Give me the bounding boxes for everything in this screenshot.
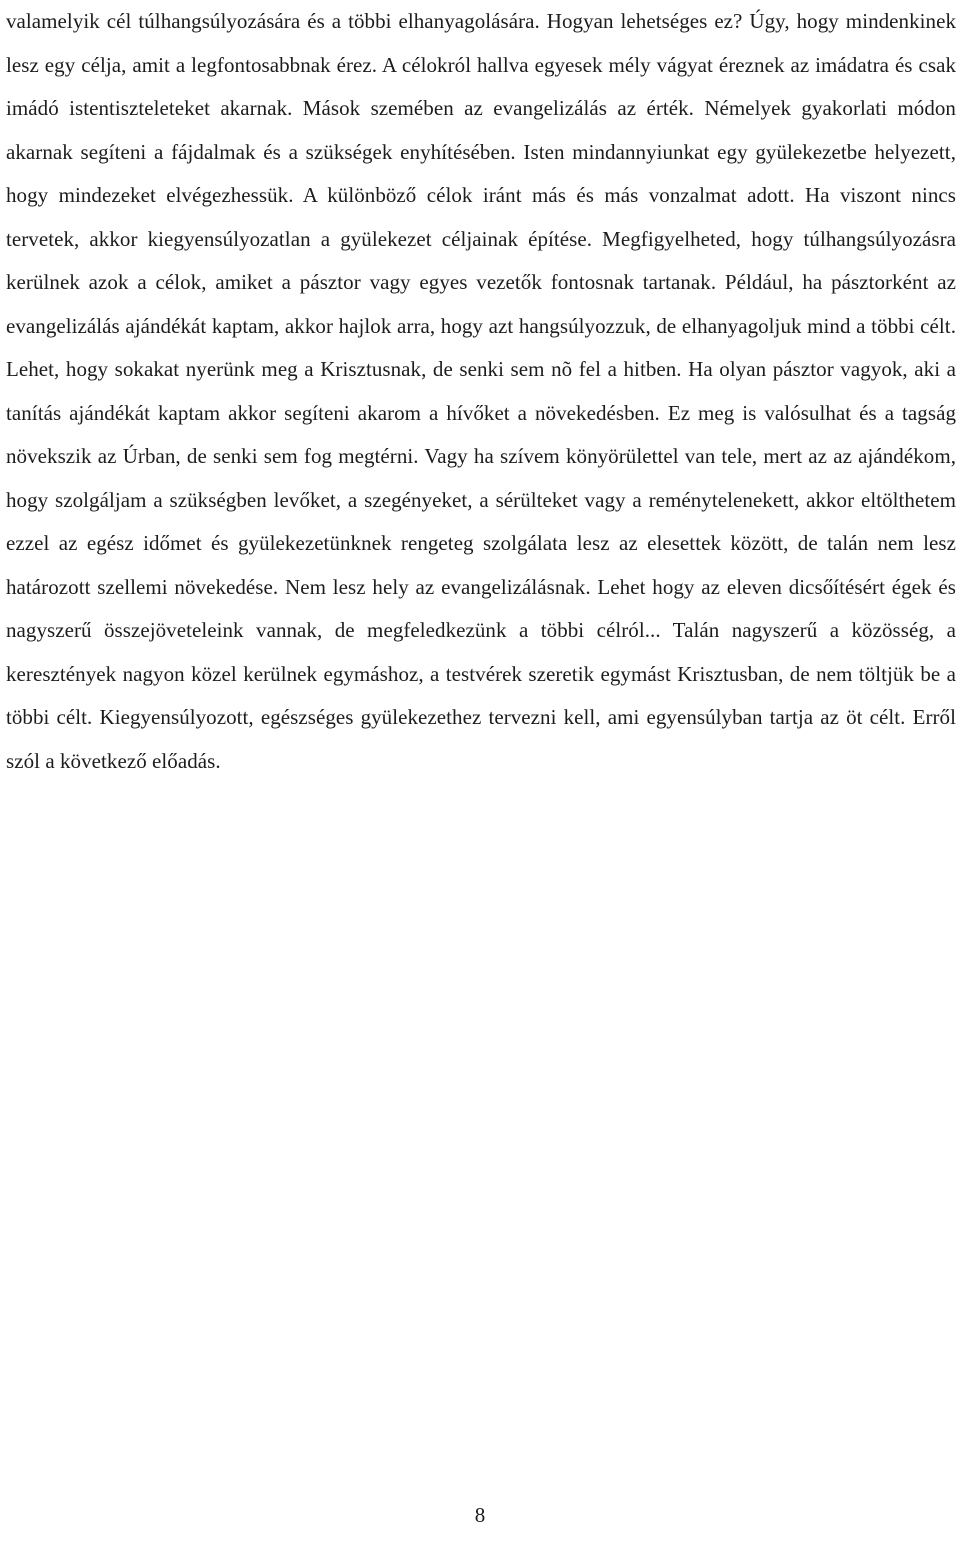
page-number: 8 [474, 1503, 486, 1527]
body-paragraph: valamelyik cél túlhangsúlyozására és a többi elhanyagolására. Hogyan lehetséges ez? Úgy, hogy mindenkinek lesz egy célja, amit a legfontosabbnak érez. A célokról hallva egyesek mély vágyat éreznek az imádatra és csak imádó istentiszteleteket akarnak. Mások szemében az evangelizálás az érték. Némelyek gyakorlati módon akarnak segíteni a fájdalmak és a szükségek enyhítésében. Isten mindannyiunkat egy gyülekezetbe helyezett, hogy mindezeket elvégezhessük. A különböző célok iránt más és más vonzalmat adott. Ha viszont nincs tervetek, akkor kiegyensúlyozatlan a gyülekezet céljainak építése. Megfigyelheted, hogy túlhangsúlyozásra kerülnek azok a célok, amiket a pásztor vagy egyes vezetők fontosnak tartanak. Például, ha pásztorként az evangelizálás ajándékát kaptam, akkor hajlok arra, hogy azt hangsúlyozzuk, de elhanyagoljuk mind a többi célt. Lehet, hogy sokakat nyerünk meg a Krisztusnak, de senki sem nõ fel a hitben. Ha olyan pásztor vagyok, aki a tanítás ajándékát kaptam akkor segíteni akarom a hívőket a növekedésben. Ez meg is valósulhat és a tagság növekszik az Úrban, de senki sem fog megtérni. Vagy ha szívem könyörülettel van tele, mert az az ajándékom, hogy szolgáljam a szükségben levőket, a szegényeket, a sérülteket vagy a reménytelenekett, akkor eltölthetem ezzel az egész időmet és gyülekezetünknek rengeteg szolgálata lesz az elesettek között, de talán nem lesz határozott szellemi növekedése. Nem lesz hely az evangelizálásnak. Lehet hogy az eleven dicsőítésért égek és nagyszerű összejöveteleink vannak, de megfeledkezünk a többi célról... Talán nagyszerű a közösség, a keresztények nagyon közel kerülnek egymáshoz, a testvérek szeretik egymást Krisztusban, de nem töltjük be a többi célt. Kiegyensúlyozott, egészséges gyülekezethez tervezni kell, ami egyensúlyban tartja az öt célt. Erről szól a következő előadás. [6, 9, 956, 773]
